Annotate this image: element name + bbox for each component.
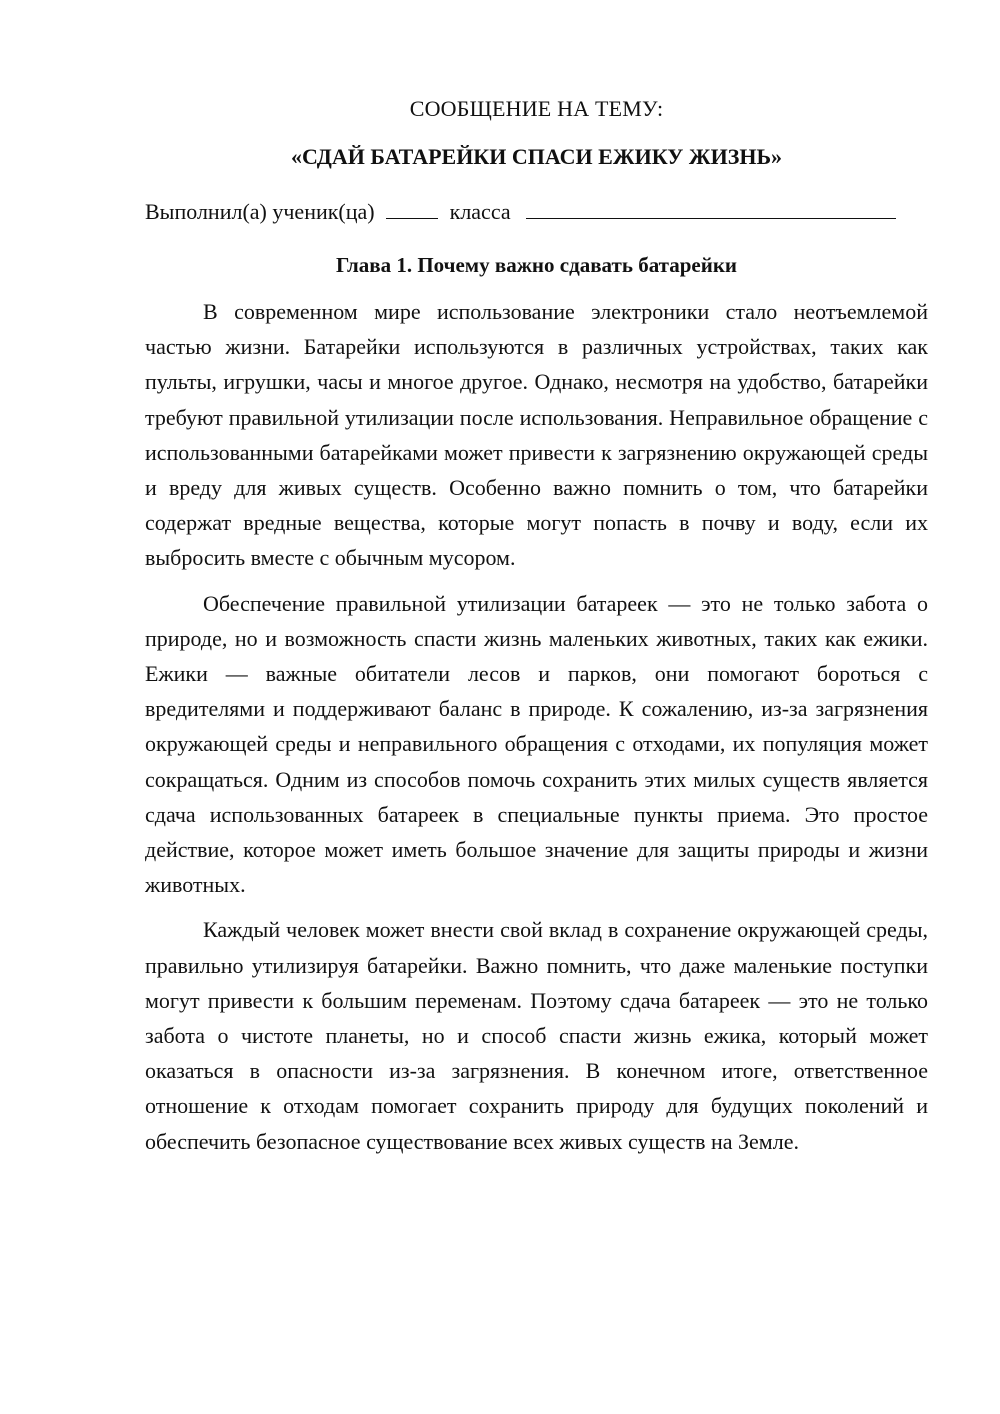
class-number-blank[interactable]: [386, 194, 438, 219]
author-line: [145, 194, 928, 228]
paragraph-2: Обеспечение правильной утилизации батареек — это не только забота о природе, но и возможность спасти жизнь маленьких животных, таких как ежики. Ежики — важные обитатели лесов и парков, они помогают бороться с вредителями и поддерживают баланс в природе. К сожалению, из-за загрязнения окружающей среды и неправильного обращения с отходами, их популяция может сокращаться. Одним из способов помочь сохранить этих милых существ является сдача использованных батареек в специальные пункты приема. Это простое действие, которое может иметь большое значение для защиты природы и жизни животных.: [145, 590, 928, 898]
author-class-word: класса: [449, 199, 511, 224]
author-prefix: Выполнил(а) ученик(ца): [145, 199, 375, 224]
paragraph-1: В современном мире использование электроники стало неотъемлемой частью жизни. Батарейки используются в различных устройствах, таких как пульты, игрушки, часы и многое другое. Однако, несмотря на удобство, батарейки требуют правильной утилизации после использования. Неправильное обращение с использованными батарейками может привести к загрязнению окружающей среды и вреду для живых существ. Особенно важно помнить о том, что батарейки содержат вредные вещества, которые могут попасть в почву и воду, если их выбросить вместе с обычным мусором.: [145, 299, 928, 571]
title-line-main: «СДАЙ БАТАРЕЙКИ СПАСИ ЕЖИКУ ЖИЗНЬ»: [290, 144, 782, 169]
student-name-blank[interactable]: [526, 194, 896, 219]
chapter-heading: Глава 1. Почему важно сдавать батарейки: [335, 253, 738, 277]
document-page: [145, 92, 928, 1159]
title-line-topic: СООБЩЕНИЕ НА ТЕМУ:: [409, 96, 664, 121]
paragraph-3: Каждый человек может внести свой вклад в сохранение окружающей среды, правильно утилизируя батарейки. Важно помнить, что даже маленькие поступки могут привести к большим переменам. Поэтому сдача батареек — это не только забота о чистоте планеты, но и способ спасти жизнь ежика, который может оказаться в опасности из-за загрязнения. В конечном итоге, ответственное отношение к отходам помогает сохранить природу для будущих поколений и обеспечить безопасное существование всех живых существ на Земле.: [145, 917, 928, 1154]
